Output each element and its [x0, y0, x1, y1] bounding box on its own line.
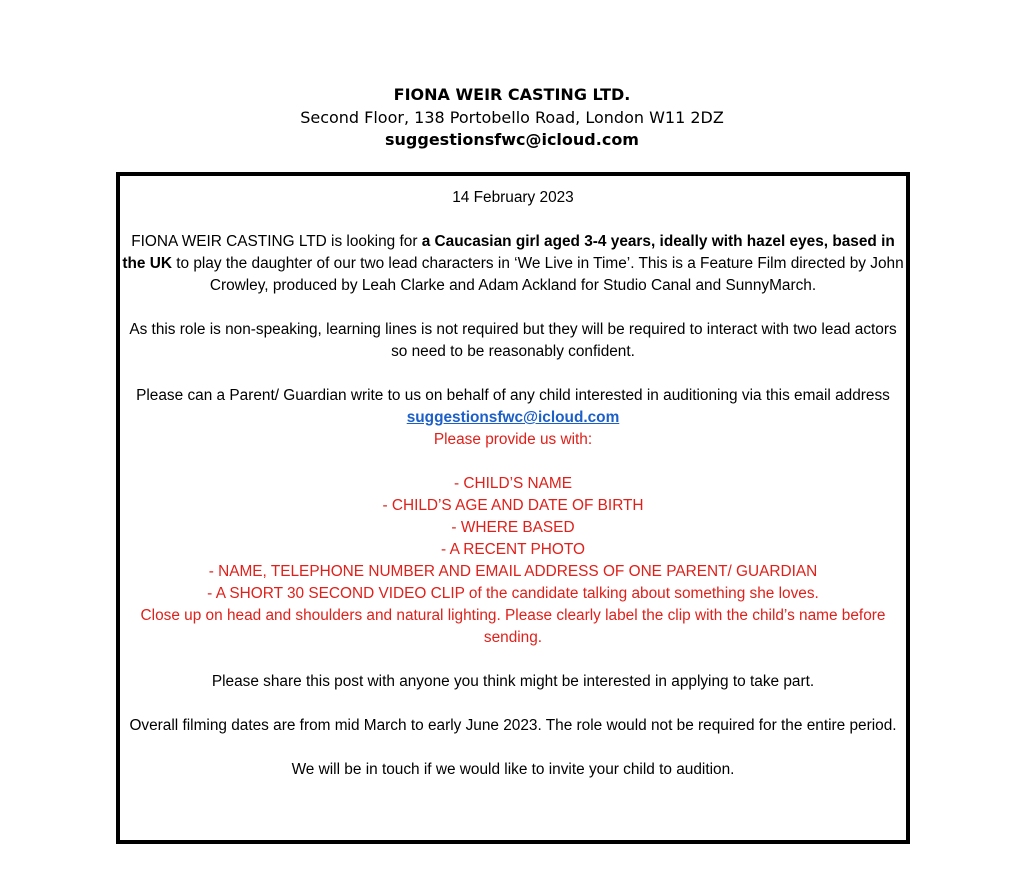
company-address: Second Floor, 138 Portobello Road, London W11 2DZ	[300, 108, 724, 127]
share-note: Please share this post with anyone you think might be interested in applying to take part.	[211, 673, 815, 690]
notice-content	[120, 187, 906, 781]
requirement-item: - CHILD’S AGE AND DATE OF BIRTH	[382, 497, 644, 514]
notice-date: 14 February 2023	[452, 189, 574, 206]
letterhead	[0, 84, 1024, 151]
requirement-item: - A RECENT PHOTO	[441, 541, 585, 558]
intro-paragraph	[120, 231, 906, 297]
contact-paragraph	[120, 385, 906, 429]
intro-rest: to play the daughter of our two lead characters in ‘We Live in Time’. This is a Feature Film directed by John Crowley, produced by Leah Clarke and Adam Ackland for Studio Canal and SunnyMarch.	[171, 255, 904, 294]
provide-heading: Please provide us with:	[433, 431, 593, 448]
company-name: FIONA WEIR CASTING LTD.	[393, 85, 631, 104]
contact-text: Please can a Parent/ Guardian write to us on behalf of any child interested in auditioning via this email address	[136, 387, 890, 404]
requirement-item: - CHILD’S NAME	[453, 475, 572, 492]
requirement-item: - WHERE BASED	[451, 519, 575, 536]
company-email: suggestionsfwc@icloud.com	[385, 130, 639, 149]
email-link[interactable]: suggestionsfwc@icloud.com	[406, 409, 620, 426]
intro-bold: a Caucasian girl aged 3-4 years, ideally with hazel eyes, based in the UK	[122, 233, 895, 272]
closing-line: We will be in touch if we would like to invite your child to audition.	[291, 761, 735, 778]
requirement-item: - NAME, TELEPHONE NUMBER AND EMAIL ADDRESS OF ONE PARENT/ GUARDIAN	[208, 563, 818, 580]
notice-box	[116, 172, 910, 844]
filming-dates: Overall filming dates are from mid March to early June 2023. The role would not be required for the entire period.	[129, 717, 897, 734]
role-note: As this role is non-speaking, learning lines is not required but they will be required to interact with two lead actors so need to be reasonably confident.	[129, 321, 897, 360]
requirement-item: - A SHORT 30 SECOND VIDEO CLIP of the candidate talking about something she loves.	[207, 585, 819, 602]
intro-lead: FIONA WEIR CASTING LTD is looking for	[131, 233, 422, 250]
video-note: Close up on head and shoulders and natural lighting. Please clearly label the clip with the child’s name before sending.	[140, 607, 886, 646]
